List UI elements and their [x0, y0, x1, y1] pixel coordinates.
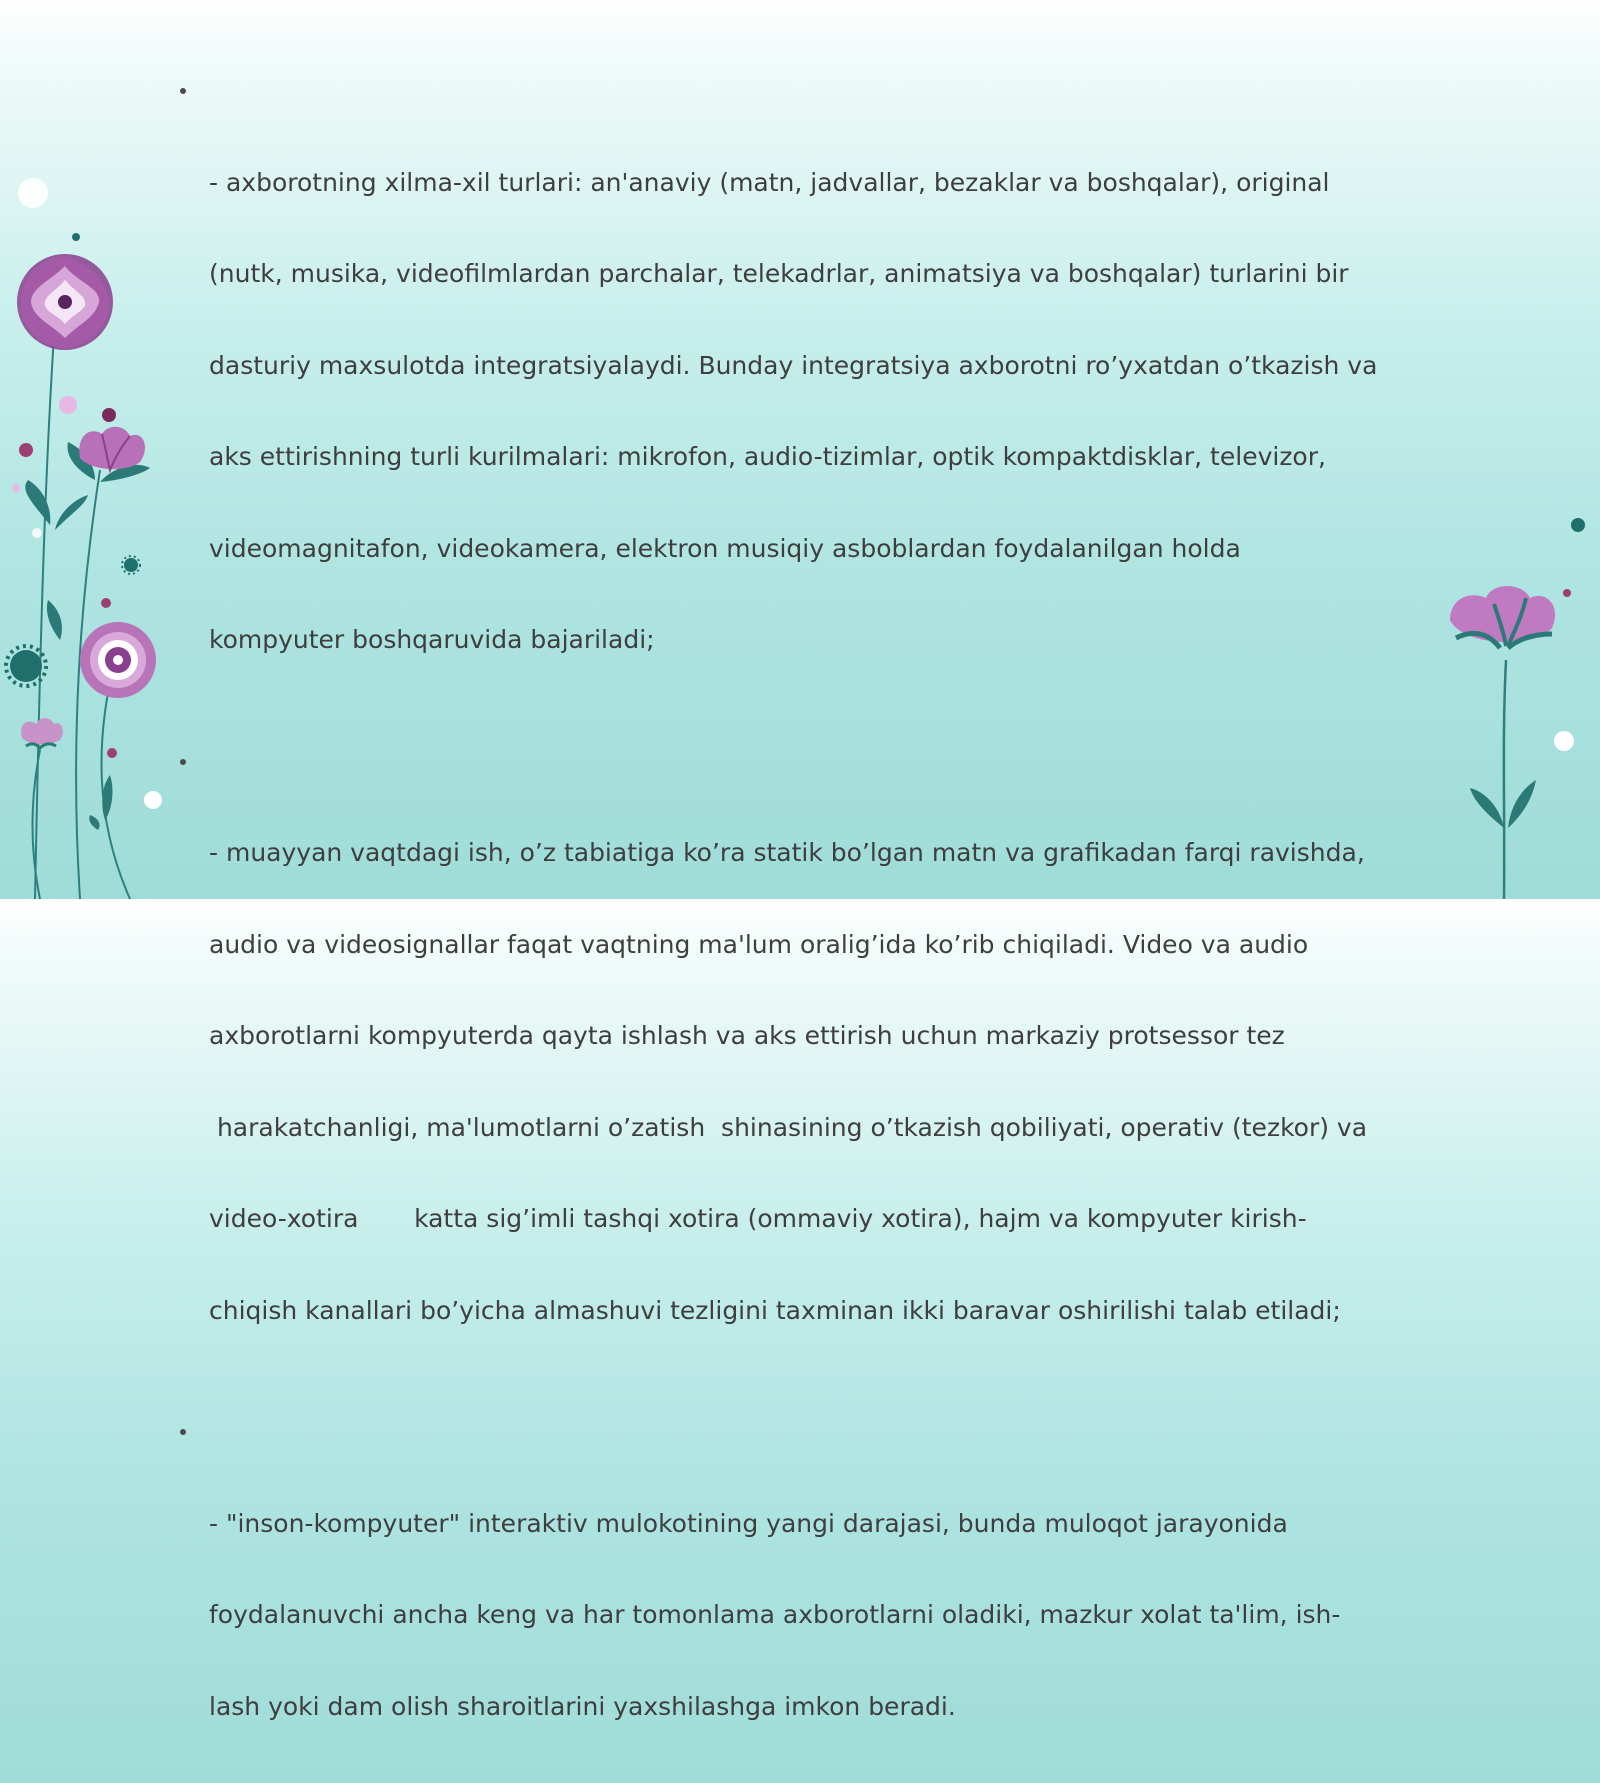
leaf-icon — [1470, 788, 1504, 828]
dot-icon — [1554, 731, 1574, 751]
leaf-icon — [102, 775, 112, 820]
dot-icon — [144, 791, 162, 809]
text-line: aks ettirishning turli kurilmalari: mikrofon, audio-tizimlar, optik kompaktdisklar, televizor, — [209, 442, 1326, 471]
leaf-icon — [1508, 780, 1536, 828]
bullet-icon — [180, 1429, 186, 1435]
text-line: kompyuter boshqaruvida bajariladi; — [209, 625, 655, 654]
text-line: harakatchanligi, ma'lumotlarni o’zatish shinasining o’tkazish qobiliyati, operativ (tezkor) va — [209, 1112, 1368, 1142]
bullet-icon — [180, 759, 186, 765]
leaf-icon — [47, 600, 62, 640]
text-line: audio va videosignallar faqat vaqtning ma'lum oralig’ida ko’rib chiqiladi. Video va audio — [209, 929, 1309, 959]
dot-icon — [19, 443, 33, 457]
bullet-item — [176, 1417, 1446, 1783]
dot-icon — [12, 484, 20, 492]
flower-icon — [80, 622, 156, 698]
text-line: foydalanuvchi ancha keng va har tomonlama axborotlarni oladiki, mazkur xolat ta'lim, ish- — [209, 1600, 1341, 1629]
dot-icon — [1571, 518, 1585, 532]
text-line: video-xotira katta sig’imli tashqi xotira (ommaviy xotira), hajm va kompyuter kirish- — [209, 1204, 1307, 1233]
bullet-icon — [180, 88, 186, 94]
bullet-item — [176, 747, 1446, 1388]
bullet-list — [176, 76, 1446, 1783]
right-flower-decoration — [1450, 510, 1600, 899]
slide-body — [176, 76, 1446, 1783]
flower-icon — [21, 718, 63, 748]
text-line: - muayyan vaqtdagi ish, o’z tabiatiga ko’ra statik bo’lgan matn va grafikadan farqi ravishda, — [209, 838, 1365, 867]
left-flower-decoration — [0, 220, 170, 899]
spiky-flower-icon — [122, 556, 140, 574]
text-line: chiqish kanallari bo’yicha almashuvi tezligini taxminan ikki baravar oshirilishi talab etiladi; — [209, 1295, 1341, 1325]
text-line: (nutk, musika, videofilmlardan parchalar, telekadrlar, animatsiya va boshqalar) turlarini bir — [209, 259, 1349, 288]
text-line: dasturiy maxsulotda integratsiyalaydi. Bunday integratsiya axborotni ro’yxatdan o’tkazish va — [209, 350, 1378, 380]
dot-icon — [59, 396, 77, 414]
leaf-icon — [89, 815, 99, 830]
dot-icon — [101, 598, 111, 608]
text-line: - axborotning xilma-xil turlari: an'anaviy (matn, jadvallar, bezaklar va boshqalar), original — [209, 167, 1330, 197]
dot-icon — [72, 233, 80, 241]
flower-icon — [17, 254, 113, 350]
bullet-item — [176, 76, 1446, 717]
text-line: axborotlarni kompyuterda qayta ishlash va aks ettirish uchun markaziy protsessor tez — [209, 1021, 1285, 1050]
text-line: lash yoki dam olish sharoitlarini yaxshilashga imkon beradi. — [209, 1691, 956, 1721]
stem-right — [1504, 660, 1506, 899]
flower-icon — [1450, 586, 1555, 648]
dot-icon — [18, 178, 48, 208]
dot-icon — [32, 528, 42, 538]
dot-icon — [1563, 589, 1571, 597]
text-line: - "inson-kompyuter" interaktiv mulokotining yangi darajasi, bunda muloqot jarayonida — [209, 1508, 1288, 1538]
flower-icon — [79, 427, 145, 470]
dot-icon — [102, 408, 116, 422]
text-line: videomagnitafon, videokamera, elektron musiqiy asboblardan foydalanilgan holda — [209, 533, 1241, 563]
leaf-icon — [55, 495, 88, 530]
dot-icon — [107, 748, 117, 758]
